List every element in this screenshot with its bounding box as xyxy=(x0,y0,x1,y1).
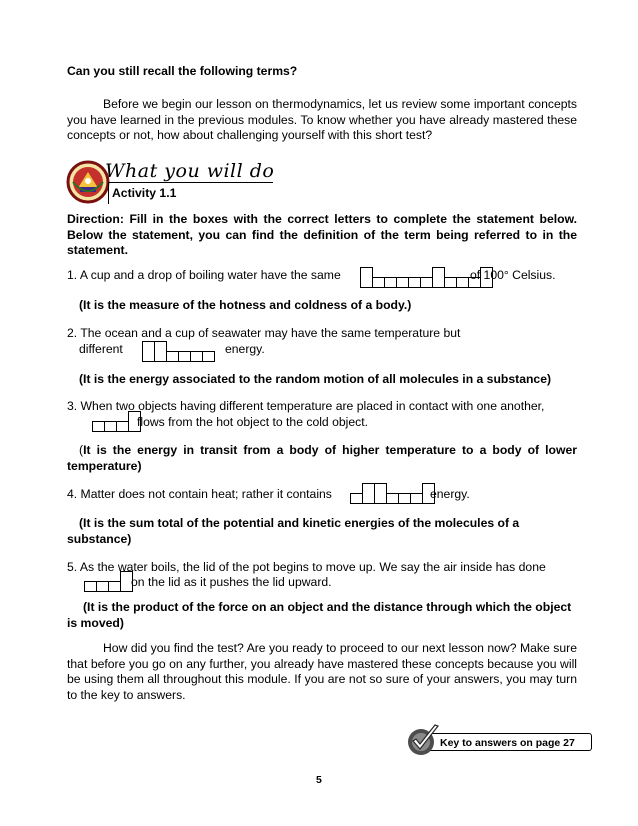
answer-boxes-5[interactable] xyxy=(84,572,133,592)
answer-boxes-2[interactable] xyxy=(142,342,215,362)
item-4-text: 4. Matter does not contain heat; rather it contains xyxy=(67,487,332,501)
intro-paragraph: Before we begin our lesson on thermodynamics, let us review some important concepts you have learned in the previous modules. To know whether you have already mastered these concepts or not, how about challenging yourself with this short test? xyxy=(67,97,577,142)
key-to-answers-label[interactable]: Key to answers on page 27 xyxy=(427,733,592,751)
item-3-definition xyxy=(67,443,577,474)
item-3-after: flows from the hot object to the cold object. xyxy=(137,415,369,429)
direction-text: Direction: Fill in the boxes with the correct letters to complete the statement below. Below the statement, you can find the definition of the term being referred to in the statement. xyxy=(67,212,577,257)
letter-box[interactable] xyxy=(202,351,215,362)
closing-paragraph: How did you find the test? Are you ready to proceed to our next lesson now? Make sure that before you go on any further, you already have mastered these concepts because you will be using them all throughout this module. If you are not so sure of your answers, you may turn to the key to answers. xyxy=(67,641,577,702)
banner-title: What you will do xyxy=(105,160,275,182)
answer-boxes-3[interactable] xyxy=(92,412,141,432)
page-number: 5 xyxy=(316,774,322,786)
item-2-before: different xyxy=(79,342,123,356)
item-3-definition-text: It is the energy in transit from a body of higher temperature to a body of lower temperature) xyxy=(67,443,577,473)
item-5-text: 5. As the water boils, the lid of the pot begins to move up. We say the air inside has done xyxy=(67,560,546,574)
item-1-text: 1. A cup and a drop of boiling water have the same xyxy=(67,268,341,282)
item-4-after: energy. xyxy=(430,487,470,501)
item-1-after: of 100° Celsius. xyxy=(470,268,556,282)
item-3-text: 3. When two objects having different temperature are placed in contact with one another, xyxy=(67,399,545,413)
item-1-definition: (It is the measure of the hotness and coldness of a body.) xyxy=(79,298,412,312)
item-2-after: energy. xyxy=(225,342,265,356)
item-5-after: on the lid as it pushes the lid upward. xyxy=(131,575,332,589)
banner-divider xyxy=(108,182,273,183)
section-heading: Can you still recall the following terms? xyxy=(67,64,298,78)
item-4-definition: (It is the sum total of the potential and kinetic energies of the molecules of a substance) xyxy=(67,516,520,546)
banner-divider-vertical xyxy=(108,182,109,204)
activity-label: Activity 1.1 xyxy=(112,186,177,200)
checkmark-icon xyxy=(405,724,441,763)
item-2-text: 2. The ocean and a cup of seawater may have the same temperature but xyxy=(67,326,461,340)
answer-boxes-4[interactable] xyxy=(350,484,435,504)
item-3-definition-open: ( xyxy=(79,443,84,457)
key-to-answers[interactable] xyxy=(405,724,595,758)
item-2-definition: (It is the energy associated to the random motion of all molecules in a substance) xyxy=(79,372,552,386)
activity-emblem-icon xyxy=(66,160,110,204)
item-5-definition: (It is the product of the force on an object and the distance through which the object is moved) xyxy=(67,600,572,630)
